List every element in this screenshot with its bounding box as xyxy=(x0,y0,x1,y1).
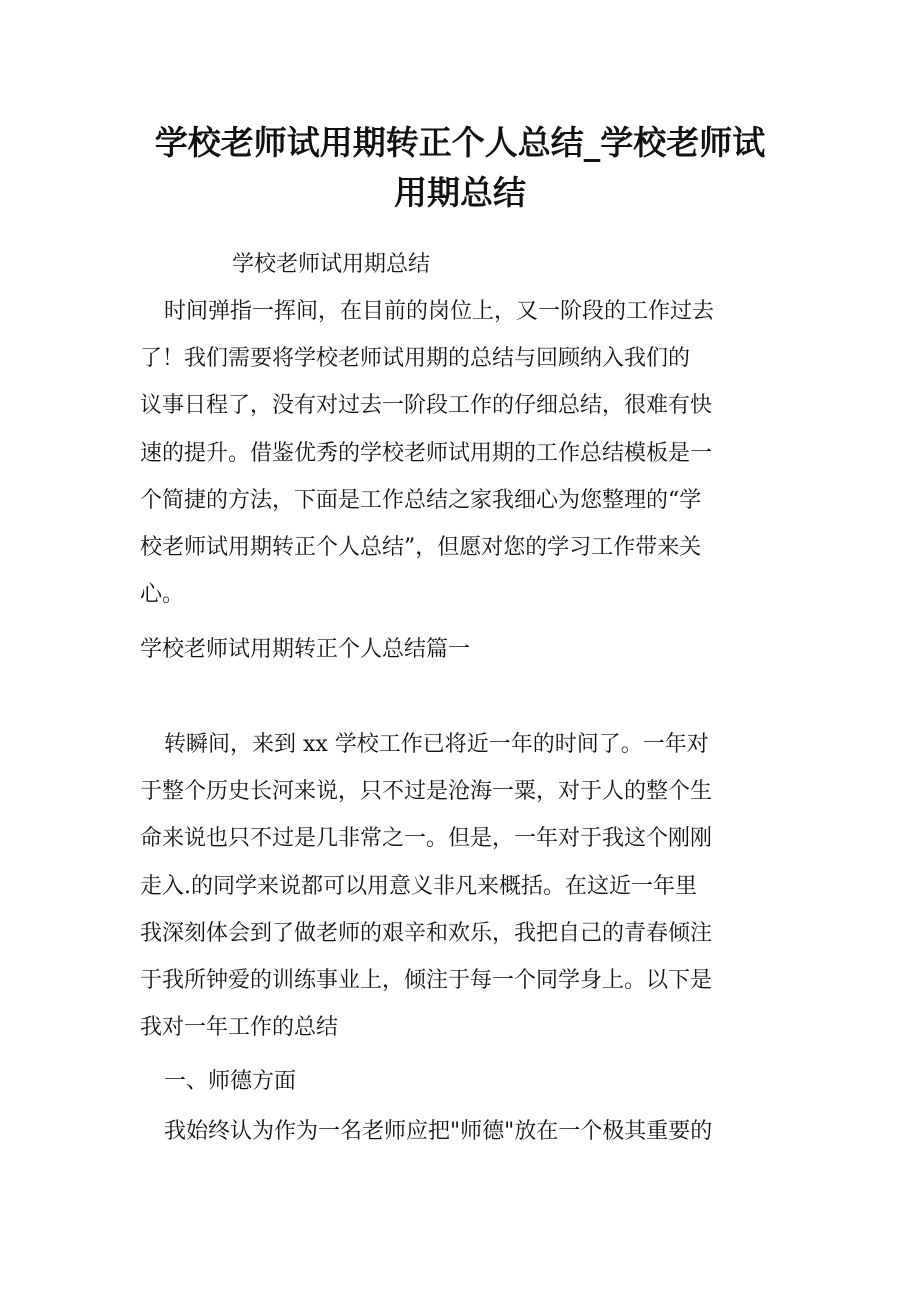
title-line: 学校老师试用期转正个人总结_学校老师试 xyxy=(154,123,766,162)
text-line: 走入.的同学来说都可以用意义非凡来概括。在这近一年里 xyxy=(140,873,697,899)
document-title xyxy=(130,118,790,218)
text-line: 议事日程了，没有对过去一阶段工作的仔细总结，很难有快 xyxy=(140,393,713,419)
text-line: 个简捷的方法，下面是工作总结之家我细心为您整理的“学 xyxy=(140,487,702,513)
text-line: 我始终认为作为一名老师应把"师德"放在一个极其重要的 xyxy=(164,1119,713,1144)
text-line: 心。 xyxy=(140,582,185,608)
body-paragraph xyxy=(140,721,785,1051)
text-line: 于整个历史长河来说，只不过是沧海一粟，对于人的整个生 xyxy=(140,779,713,805)
text-line: 我对一年工作的总结 xyxy=(140,1015,339,1041)
last-paragraph xyxy=(140,1108,785,1155)
text-line: 校老师试用期转正个人总结”，但愿对您的学习工作带来关 xyxy=(140,534,702,560)
document-subtitle: 学校老师试用期总结 xyxy=(232,252,431,277)
text-line: 于我所钟爱的训练事业上，倾注于每一个同学身上。以下是 xyxy=(140,967,713,993)
text-line: 转瞬间，来到 xx 学校工作已将近一年的时间了。一年对 xyxy=(164,732,709,757)
text-line: 时间弹指一挥间，在目前的岗位上，又一阶段的工作过去 xyxy=(164,299,715,324)
text-line: 命来说也只不过是几非常之一。但是，一年对于我这个刚刚 xyxy=(140,826,713,852)
text-line: 速的提升。借鉴优秀的学校老师试用期的工作总结模板是一 xyxy=(140,440,713,466)
title-line: 用期总结 xyxy=(394,173,526,212)
text-line: 了！我们需要将学校老师试用期的总结与回顾纳入我们的 xyxy=(140,346,691,372)
intro-paragraph xyxy=(140,288,785,618)
text-line: 我深刻体会到了做老师的艰辛和欢乐，我把自己的青春倾注 xyxy=(140,920,713,946)
section-heading: 学校老师试用期转正个人总结篇一 xyxy=(140,637,471,662)
subsection-heading: 一、师德方面 xyxy=(164,1069,297,1094)
